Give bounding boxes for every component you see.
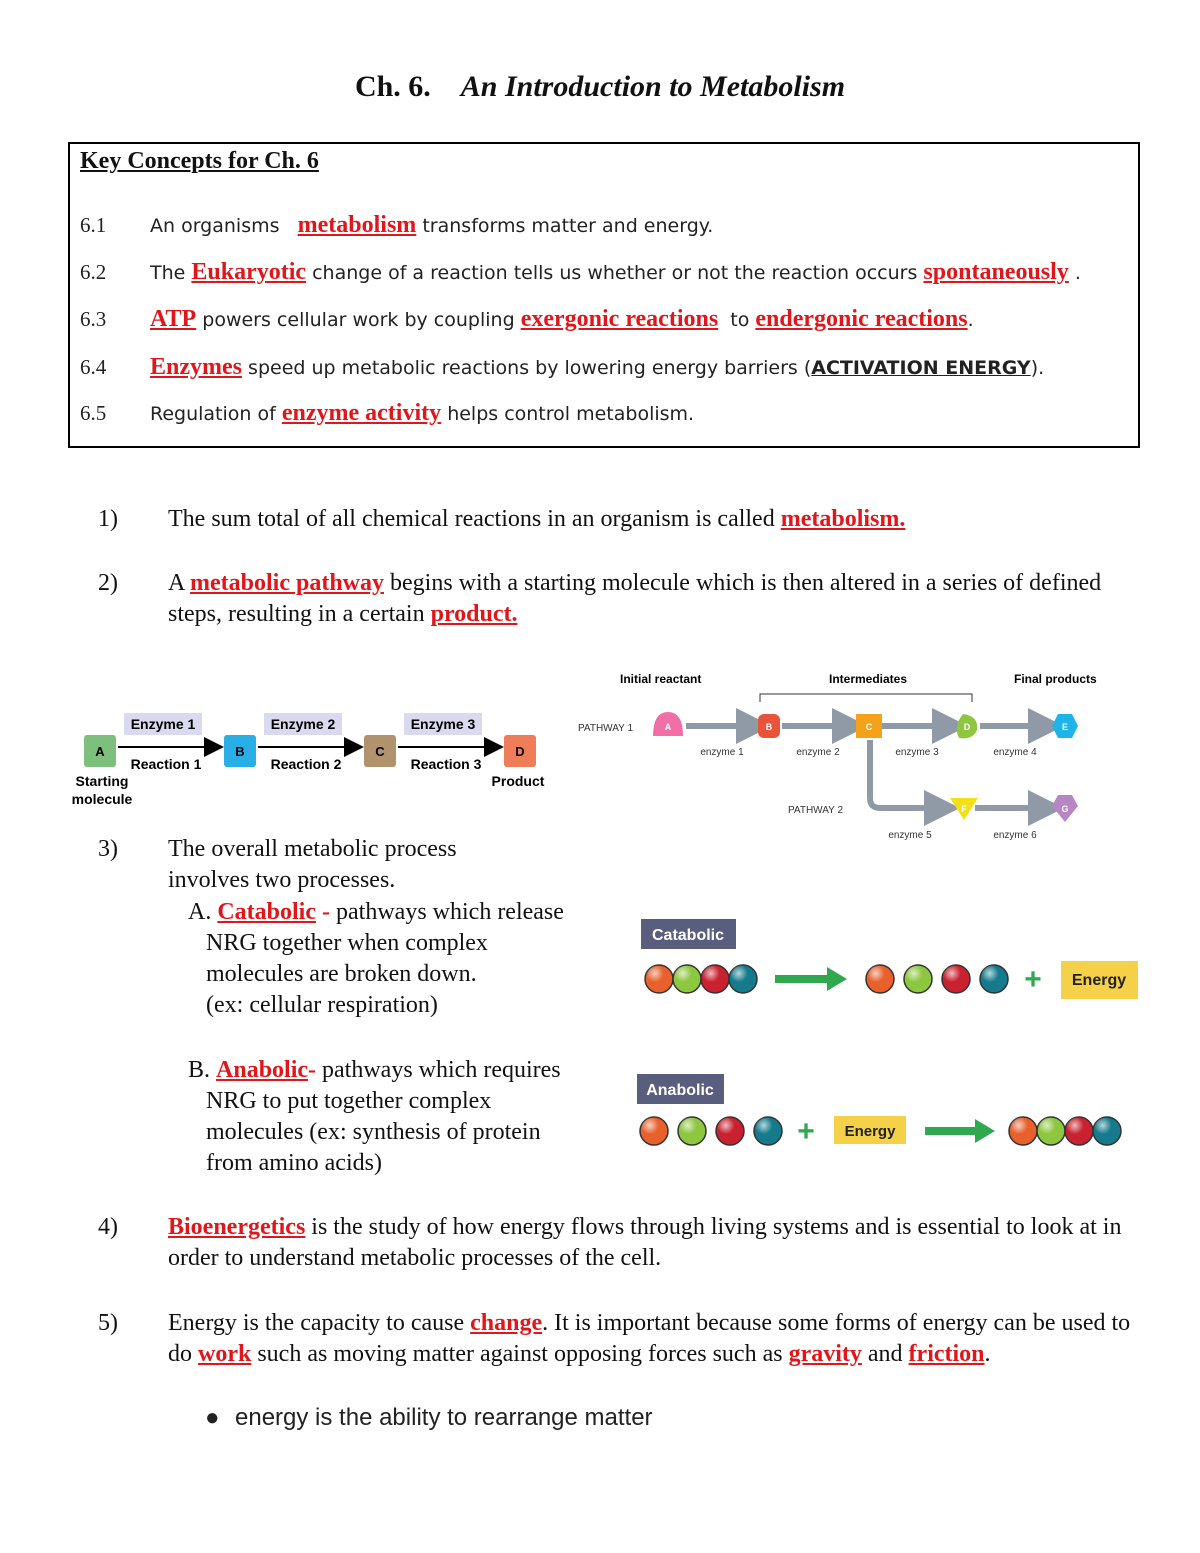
answer-friction: friction: [908, 1341, 985, 1367]
answer-atp: ATP: [150, 306, 197, 332]
enzyme-6-label: enzyme 6: [993, 830, 1037, 841]
orange-sphere-shine: [1009, 1117, 1037, 1145]
plus-sign-catabolic: +: [1024, 963, 1042, 996]
pathway-arrows: [686, 726, 1046, 808]
red-sphere-shine: [701, 965, 729, 993]
red-sphere-shine: [1065, 1117, 1093, 1145]
answer-anabolic: Anabolic: [216, 1057, 309, 1083]
teal-sphere-shine: [729, 965, 757, 993]
green-arrow-head: [827, 967, 847, 991]
chapter-name: An Introduction to Metabolism: [460, 70, 846, 103]
energy-label-catabolic: Energy: [1071, 972, 1127, 989]
answer-eukaryotic: Eukaryotic: [191, 259, 307, 285]
enzyme-3-label: enzyme 3: [895, 747, 939, 758]
answer-work: work: [198, 1341, 252, 1367]
teal-sphere-shine: [1093, 1117, 1121, 1145]
answer-change: change: [470, 1310, 543, 1336]
plus-sign-anabolic: +: [797, 1115, 815, 1148]
key-concept-6-1: 6.1 An organisms metabolism transforms matter and energy.: [80, 212, 714, 238]
anabolic-label: Anabolic: [646, 1082, 714, 1099]
enzyme-5-label: enzyme 5: [888, 830, 932, 841]
catabolic-label: Catabolic: [651, 927, 725, 944]
node-label-e: E: [1061, 722, 1069, 732]
question-3: 3) The overall metabolic process involves two processes.: [98, 836, 457, 893]
svg-text:A: A: [95, 744, 105, 759]
orange-sphere-shine: [640, 1117, 668, 1145]
node-label-f: F: [961, 804, 967, 814]
enzyme-label-3: Enzyme 3: [410, 716, 476, 732]
node-label-b: B: [765, 722, 773, 732]
reaction-label-2: Reaction 2: [270, 756, 342, 772]
answer-catabolic: Catabolic: [217, 899, 317, 925]
catabolic-definition: A. Catabolic - pathways which release NRG together when complex molecules are broken down. (ex: cellular respiration): [188, 899, 564, 1018]
node-label-a: A: [664, 722, 672, 732]
chapter-number: Ch. 6.: [354, 70, 431, 103]
teal-sphere-shine: [754, 1117, 782, 1145]
intermediates-label: Intermediates: [828, 672, 908, 686]
answer-exergonic: exergonic reactions: [520, 306, 719, 332]
branched-pathway-figure: [572, 662, 1122, 847]
final-products-label: Final products: [1014, 672, 1097, 686]
catabolic-anabolic-figure: [635, 915, 1145, 1155]
key-concept-6-4: 6.4 Enzymes speed up metabolic reactions by lowering energy barriers (ACTIVATION ENERGY).: [80, 354, 1045, 380]
page-title: [0, 70, 1200, 104]
intermediates-bracket: [760, 694, 972, 702]
green-arrow-head: [975, 1119, 995, 1143]
bullet-dot-icon: ●: [205, 1404, 220, 1431]
answer-enzyme-activity: enzyme activity: [281, 400, 442, 426]
key-concepts-heading: Key Concepts for Ch. 6: [80, 148, 319, 174]
enzyme-label-2: Enzyme 2: [270, 716, 336, 732]
reaction-label-1: Reaction 1: [130, 756, 202, 772]
red-sphere-shine: [942, 965, 970, 993]
teal-sphere-shine: [980, 965, 1008, 993]
energy-label-anabolic: Energy: [844, 1123, 896, 1140]
anabolic-definition: B. Anabolic- pathways which requires NRG to put together complex molecules (ex: synthesis of protein from amino acids): [188, 1057, 561, 1176]
answer-gravity: gravity: [788, 1341, 862, 1367]
enzyme-4-label: enzyme 4: [993, 747, 1037, 758]
catabolic-row: [645, 965, 1008, 993]
pathway-2-label: PATHWAY 2: [788, 805, 844, 816]
answer-metabolism-2: metabolism.: [780, 506, 906, 532]
pathway-1-label: PATHWAY 1: [578, 723, 634, 734]
green-sphere-shine: [678, 1117, 706, 1145]
answer-endergonic: endergonic reactions: [755, 306, 968, 332]
question-1: 1) The sum total of all chemical reactions in an organism is called metabolism.: [98, 506, 906, 532]
orange-sphere-shine: [645, 965, 673, 993]
green-sphere-shine: [904, 965, 932, 993]
question-4: 4) Bioenergetics is the study of how energy flows through living systems and is essential to look at in order to understand metabolic processes of the cell.: [98, 1214, 1122, 1271]
red-sphere-shine: [716, 1117, 744, 1145]
answer-bioenergetics: Bioenergetics: [168, 1214, 306, 1240]
enzyme-2-label: enzyme 2: [796, 747, 840, 758]
bullet-item: ● energy is the ability to rearrange matter: [205, 1404, 653, 1431]
answer-enzymes: Enzymes: [150, 354, 242, 380]
enzyme-label-1: Enzyme 1: [130, 716, 196, 732]
answer-spontaneously: spontaneously: [923, 259, 1069, 285]
svg-text:B: B: [235, 744, 245, 759]
enzyme-1-label: enzyme 1: [700, 747, 744, 758]
product-label: Product: [491, 773, 545, 789]
node-label-c: C: [865, 722, 873, 732]
node-label-g: G: [1061, 804, 1069, 814]
initial-reactant-label: Initial reactant: [620, 672, 702, 686]
molecule-label: molecule: [71, 791, 133, 807]
question-5: 5) Energy is the capacity to cause change. It is important because some forms of energy can be used to do work such as moving matter against opposing forces such as gravity and friction.: [98, 1310, 1131, 1367]
answer-product: product.: [430, 601, 518, 627]
activation-energy: ACTIVATION ENERGY: [811, 357, 1031, 379]
starting-label: Starting: [75, 773, 129, 789]
answer-metabolism: metabolism: [297, 212, 417, 238]
svg-text:D: D: [515, 744, 525, 759]
green-sphere-shine: [673, 965, 701, 993]
orange-sphere-shine: [866, 965, 894, 993]
key-concept-6-5: 6.5 Regulation of enzyme activity helps control metabolism.: [80, 400, 695, 426]
reaction-label-3: Reaction 3: [410, 756, 482, 772]
green-sphere-shine: [1037, 1117, 1065, 1145]
key-concept-6-2: 6.2 The Eukaryotic change of a reaction tells us whether or not the reaction occurs spontaneously .: [80, 259, 1081, 285]
node-label-d: D: [963, 722, 971, 732]
answer-metabolic-pathway: metabolic pathway: [190, 570, 385, 596]
svg-text:C: C: [375, 744, 385, 759]
question-2: 2) A metabolic pathway begins with a starting molecule which is then altered in a series of defined steps, resulting in a certain product.: [98, 570, 1102, 627]
key-concept-6-3: 6.3 ATP powers cellular work by coupling exergonic reactions to endergonic reactions.: [80, 306, 974, 332]
linear-pathway-figure: [62, 705, 552, 815]
